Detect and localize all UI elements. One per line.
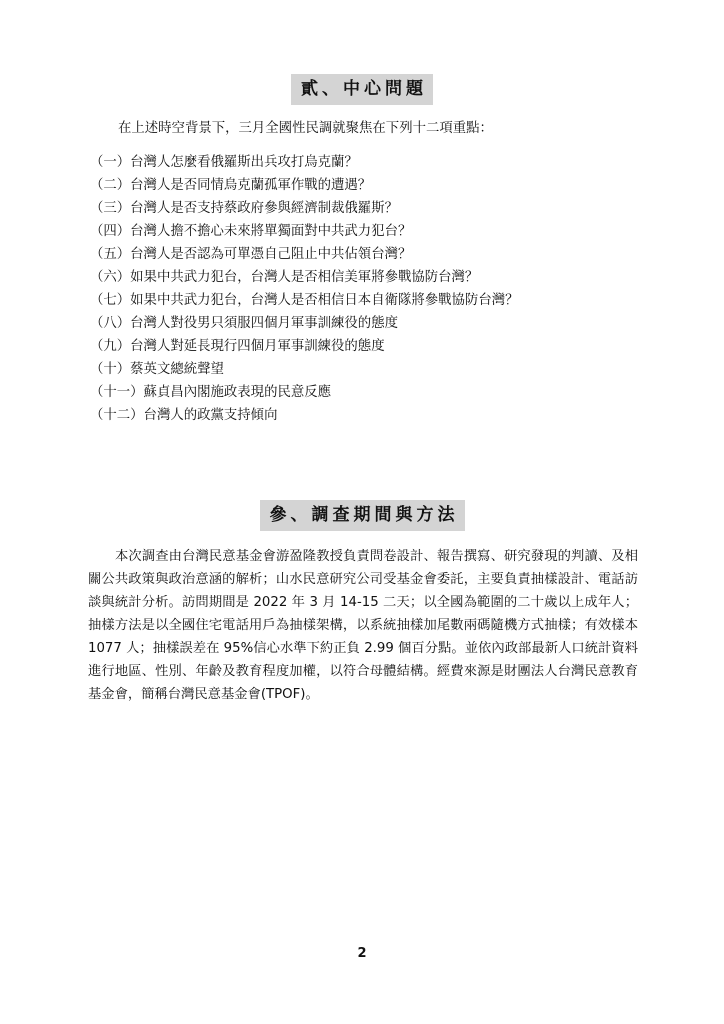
section-title: 參、調查期間與方法 (260, 500, 465, 531)
list-item: （十一）蘇貞昌內閣施政表現的民意反應 (90, 385, 332, 400)
list-item: （三）台灣人是否支持蔡政府參與經濟制裁俄羅斯？ (90, 201, 398, 216)
methodology-paragraph: 本次調查由台灣民意基金會游盈隆教授負責問卷設計、報告撰寫、研究發現的判讀、及相關公共政策與政治意涵的解析；山水民意研究公司受基金會委託，主要負責抽樣設計、電話訪談與統計分析。訪問期間是 2022 年 3 月 14-15 二天；以全國為範圍的二十歲以上成年人；抽樣方法是以全國住宅電話用戶為抽樣架構，以系統抽樣加尾數兩碼隨機方式抽樣；有效樣本 1077 人；抽樣誤差在 95%信心水準下約正負 2.99 個百分點。並依內政部最新人口統計資料進行地區、性別、年齡及教育程度加權，以符合母體結構。經費來源是財團法人台灣民意教育基金會，簡稱台灣民意基金會(TPOF)。 (88, 549, 638, 702)
list-item: （四）台灣人擔不擔心未來將單獨面對中共武力犯台？ (90, 224, 412, 239)
list-item: （一）台灣人怎麼看俄羅斯出兵攻打烏克蘭？ (90, 155, 358, 170)
list-item: （九）台灣人對延長現行四個月軍事訓練役的態度 (90, 339, 385, 354)
list-item: （六）如果中共武力犯台，台灣人是否相信美軍將參戰協防台灣？ (90, 270, 479, 285)
list-item: （七）如果中共武力犯台，台灣人是否相信日本自衛隊將參戰協防台灣？ (90, 293, 519, 308)
list-item: （八）台灣人對役男只須服四個月軍事訓練役的態度 (90, 316, 398, 331)
section-title: 貳、中心問題 (291, 74, 433, 105)
list-item: （十二）台灣人的政黨支持傾向 (90, 408, 278, 423)
question-list (90, 154, 519, 430)
list-item: （十）蔡英文總統聲望 (90, 362, 224, 377)
list-item: （二）台灣人是否同情烏克蘭孤軍作戰的遭遇？ (90, 178, 372, 193)
page-number: 2 (357, 946, 367, 961)
section-heading-central-questions (0, 74, 724, 105)
list-item: （五）台灣人是否認為可單憑自己阻止中共佔領台灣？ (90, 247, 412, 262)
section-heading-methodology (0, 500, 724, 531)
intro-text: 在上述時空背景下，三月全國性民調就聚焦在下列十二項重點： (118, 121, 493, 136)
